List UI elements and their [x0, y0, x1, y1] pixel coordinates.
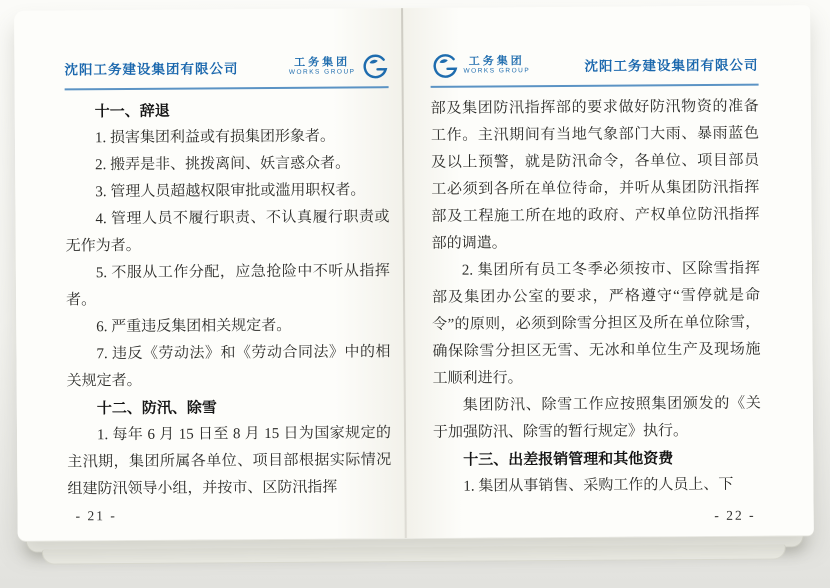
book-spread [14, 5, 814, 541]
paragraph: 3. 管理人员超越权限审批或滥用职权者。 [95, 182, 366, 201]
paragraph: 1. 集团从事销售、采购工作的人员上、下 [463, 476, 734, 495]
paragraph: 1. 每年 6 月 15 日至 8 月 15 日为国家规定的主汛期，集团所属各单位、项目部根据实际情况组建防汛领导小组，并按市、区防汛指挥 [67, 425, 392, 498]
right-page-body [431, 94, 762, 501]
right-page [402, 5, 814, 538]
works-group-logo [430, 51, 530, 80]
paragraph: 2. 集团所有员工冬季必须按市、区除雪指挥部及集团办公室的要求，严格遵守“雪停就是命令”的原则，必须到除雪分担区及所在单位除雪，确保除雪分担区无雪、无冰和单位生产及现场施工顺利进行。 [432, 260, 761, 387]
company-name: 沈阳工务建设集团有限公司 [584, 57, 759, 74]
open-book [14, 5, 814, 567]
works-group-g-icon [430, 52, 458, 80]
logo-name: 工务集团 [468, 55, 525, 68]
company-name: 沈阳工务建设集团有限公司 [64, 61, 239, 78]
paragraph: 5. 不服从工作分配，应急抢险中不听从指挥者。 [66, 263, 390, 309]
logo-subname: WORKS GROUP [288, 68, 356, 77]
logo-text [289, 57, 356, 77]
left-page [14, 8, 406, 541]
paragraph: 7. 违反《劳动法》和《劳动合同法》中的相关规定者。 [66, 344, 391, 390]
section-heading: 十一、辞退 [94, 102, 170, 121]
works-group-g-icon [360, 52, 388, 80]
logo-subname: WORKS GROUP [463, 67, 531, 76]
left-page-body [65, 96, 392, 503]
section-heading: 十二、防汛、除雪 [96, 399, 217, 418]
paragraph: 部及集团防汛指挥部的要求做好防汛物资的准备工作。主汛期间有当地气象部门大雨、暴雨蓝色及以上预警，就是防汛命令，各单位、项目部员工必须到各所在单位待命，并听从集团防汛指挥部及工程施工所在地的政府、产权单位防汛指挥部的调遣。 [430, 98, 760, 252]
logo-name: 工务集团 [294, 56, 351, 70]
paragraph: 2. 搬弄是非、挑拨离间、妖言惑众者。 [95, 155, 351, 174]
paragraph: 集团防汛、除雪工作应按照集团颁发的《关于加强防汛、除雪的暂行规定》执行。 [432, 395, 761, 441]
page-number: - 22 - [714, 507, 756, 523]
paragraph: 6. 严重违反集团相关规定者。 [96, 317, 292, 336]
paragraph: 1. 损害集团利益或有损集团形象者。 [94, 128, 336, 147]
works-group-logo [289, 52, 389, 81]
section-heading: 十三、出差报销管理和其他资费 [463, 450, 674, 469]
right-page-header [430, 48, 758, 88]
logo-text [463, 56, 530, 76]
page-number: - 21 - [75, 508, 117, 524]
left-page-header [64, 50, 388, 90]
paragraph: 4. 管理人员不履行职责、不认真履行职责或无作为者。 [65, 209, 390, 255]
